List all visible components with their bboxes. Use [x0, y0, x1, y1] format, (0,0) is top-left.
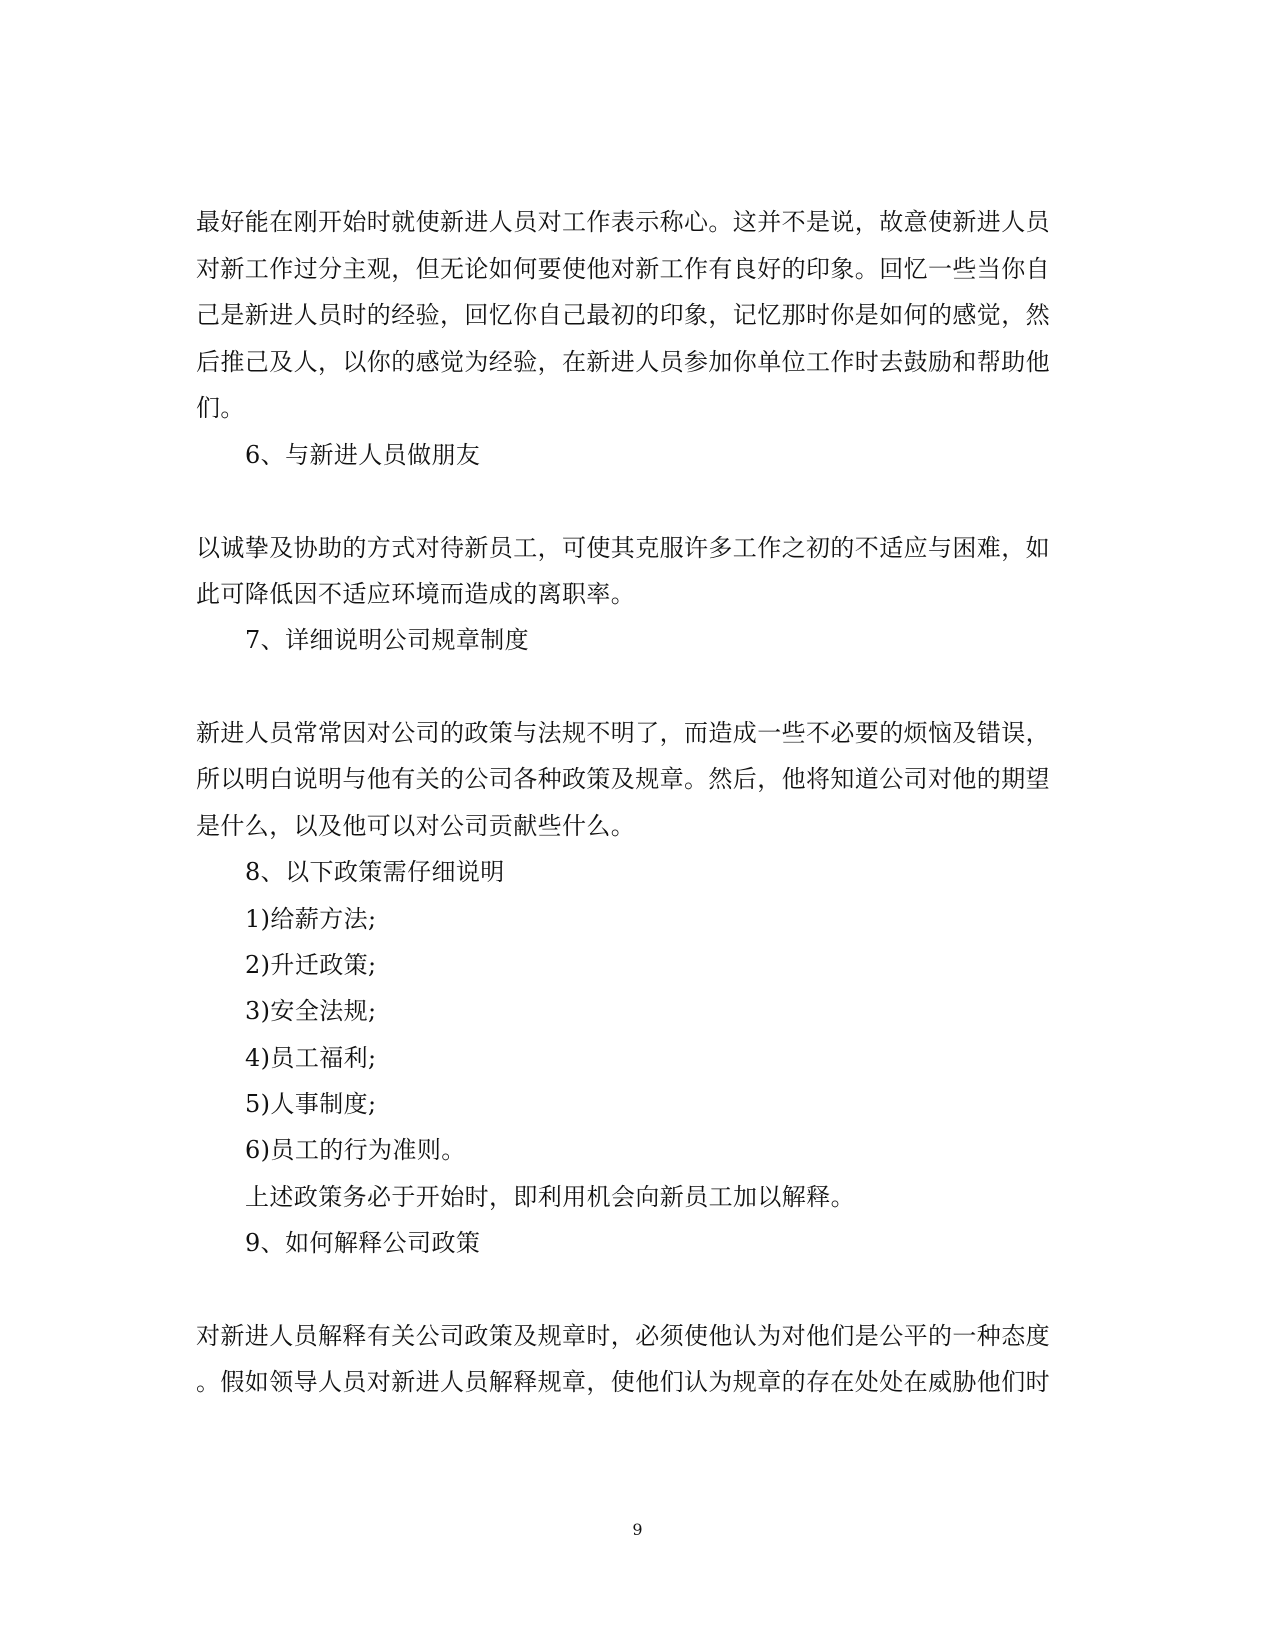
body-text-line: 是什么，以及他可以对公司贡献些什么。	[196, 812, 636, 840]
body-text-line: 后推己及人，以你的感觉为经验，在新进人员参加你单位工作时去鼓励和帮助他	[196, 348, 1050, 376]
list-item: 3)安全法规;	[245, 997, 377, 1025]
list-item: 4)员工福利;	[245, 1044, 377, 1072]
page-number: 9	[632, 1520, 643, 1539]
list-item: 2)升迁政策;	[245, 951, 377, 979]
body-text-line: 最好能在刚开始时就使新进人员对工作表示称心。这并不是说，故意使新进人员	[196, 208, 1050, 236]
section-heading: 8、以下政策需仔细说明	[245, 858, 505, 886]
body-text-line: 所以明白说明与他有关的公司各种政策及规章。然后，他将知道公司对他的期望	[196, 765, 1050, 793]
list-item: 6)员工的行为准则。	[245, 1136, 466, 1164]
section-heading: 7、详细说明公司规章制度	[245, 626, 530, 654]
body-text-line: 上述政策务必于开始时，即利用机会向新员工加以解释。	[245, 1183, 855, 1211]
body-text-line: 新进人员常常因对公司的政策与法规不明了，而造成一些不必要的烦恼及错误，	[196, 719, 1050, 747]
body-text-line: 对新工作过分主观，但无论如何要使他对新工作有良好的印象。回忆一些当你自	[196, 255, 1050, 283]
body-text-line: 己是新进人员时的经验，回忆你自己最初的印象，记忆那时你是如何的感觉，然	[196, 301, 1050, 329]
section-heading: 6、与新进人员做朋友	[245, 441, 481, 469]
body-text-line: 以诚挚及协助的方式对待新员工，可使其克服许多工作之初的不适应与困难，如	[196, 534, 1050, 562]
body-text-line: 。假如领导人员对新进人员解释规章，使他们认为规章的存在处处在威胁他们时	[196, 1368, 1050, 1396]
list-item: 1)给薪方法;	[245, 905, 377, 933]
list-item: 5)人事制度;	[245, 1090, 377, 1118]
body-text-line: 此可降低因不适应环境而造成的离职率。	[196, 580, 636, 608]
body-text-line: 对新进人员解释有关公司政策及规章时，必须使他认为对他们是公平的一种态度	[196, 1322, 1050, 1350]
section-heading: 9、如何解释公司政策	[245, 1229, 481, 1257]
body-text-line: 们。	[196, 394, 245, 422]
